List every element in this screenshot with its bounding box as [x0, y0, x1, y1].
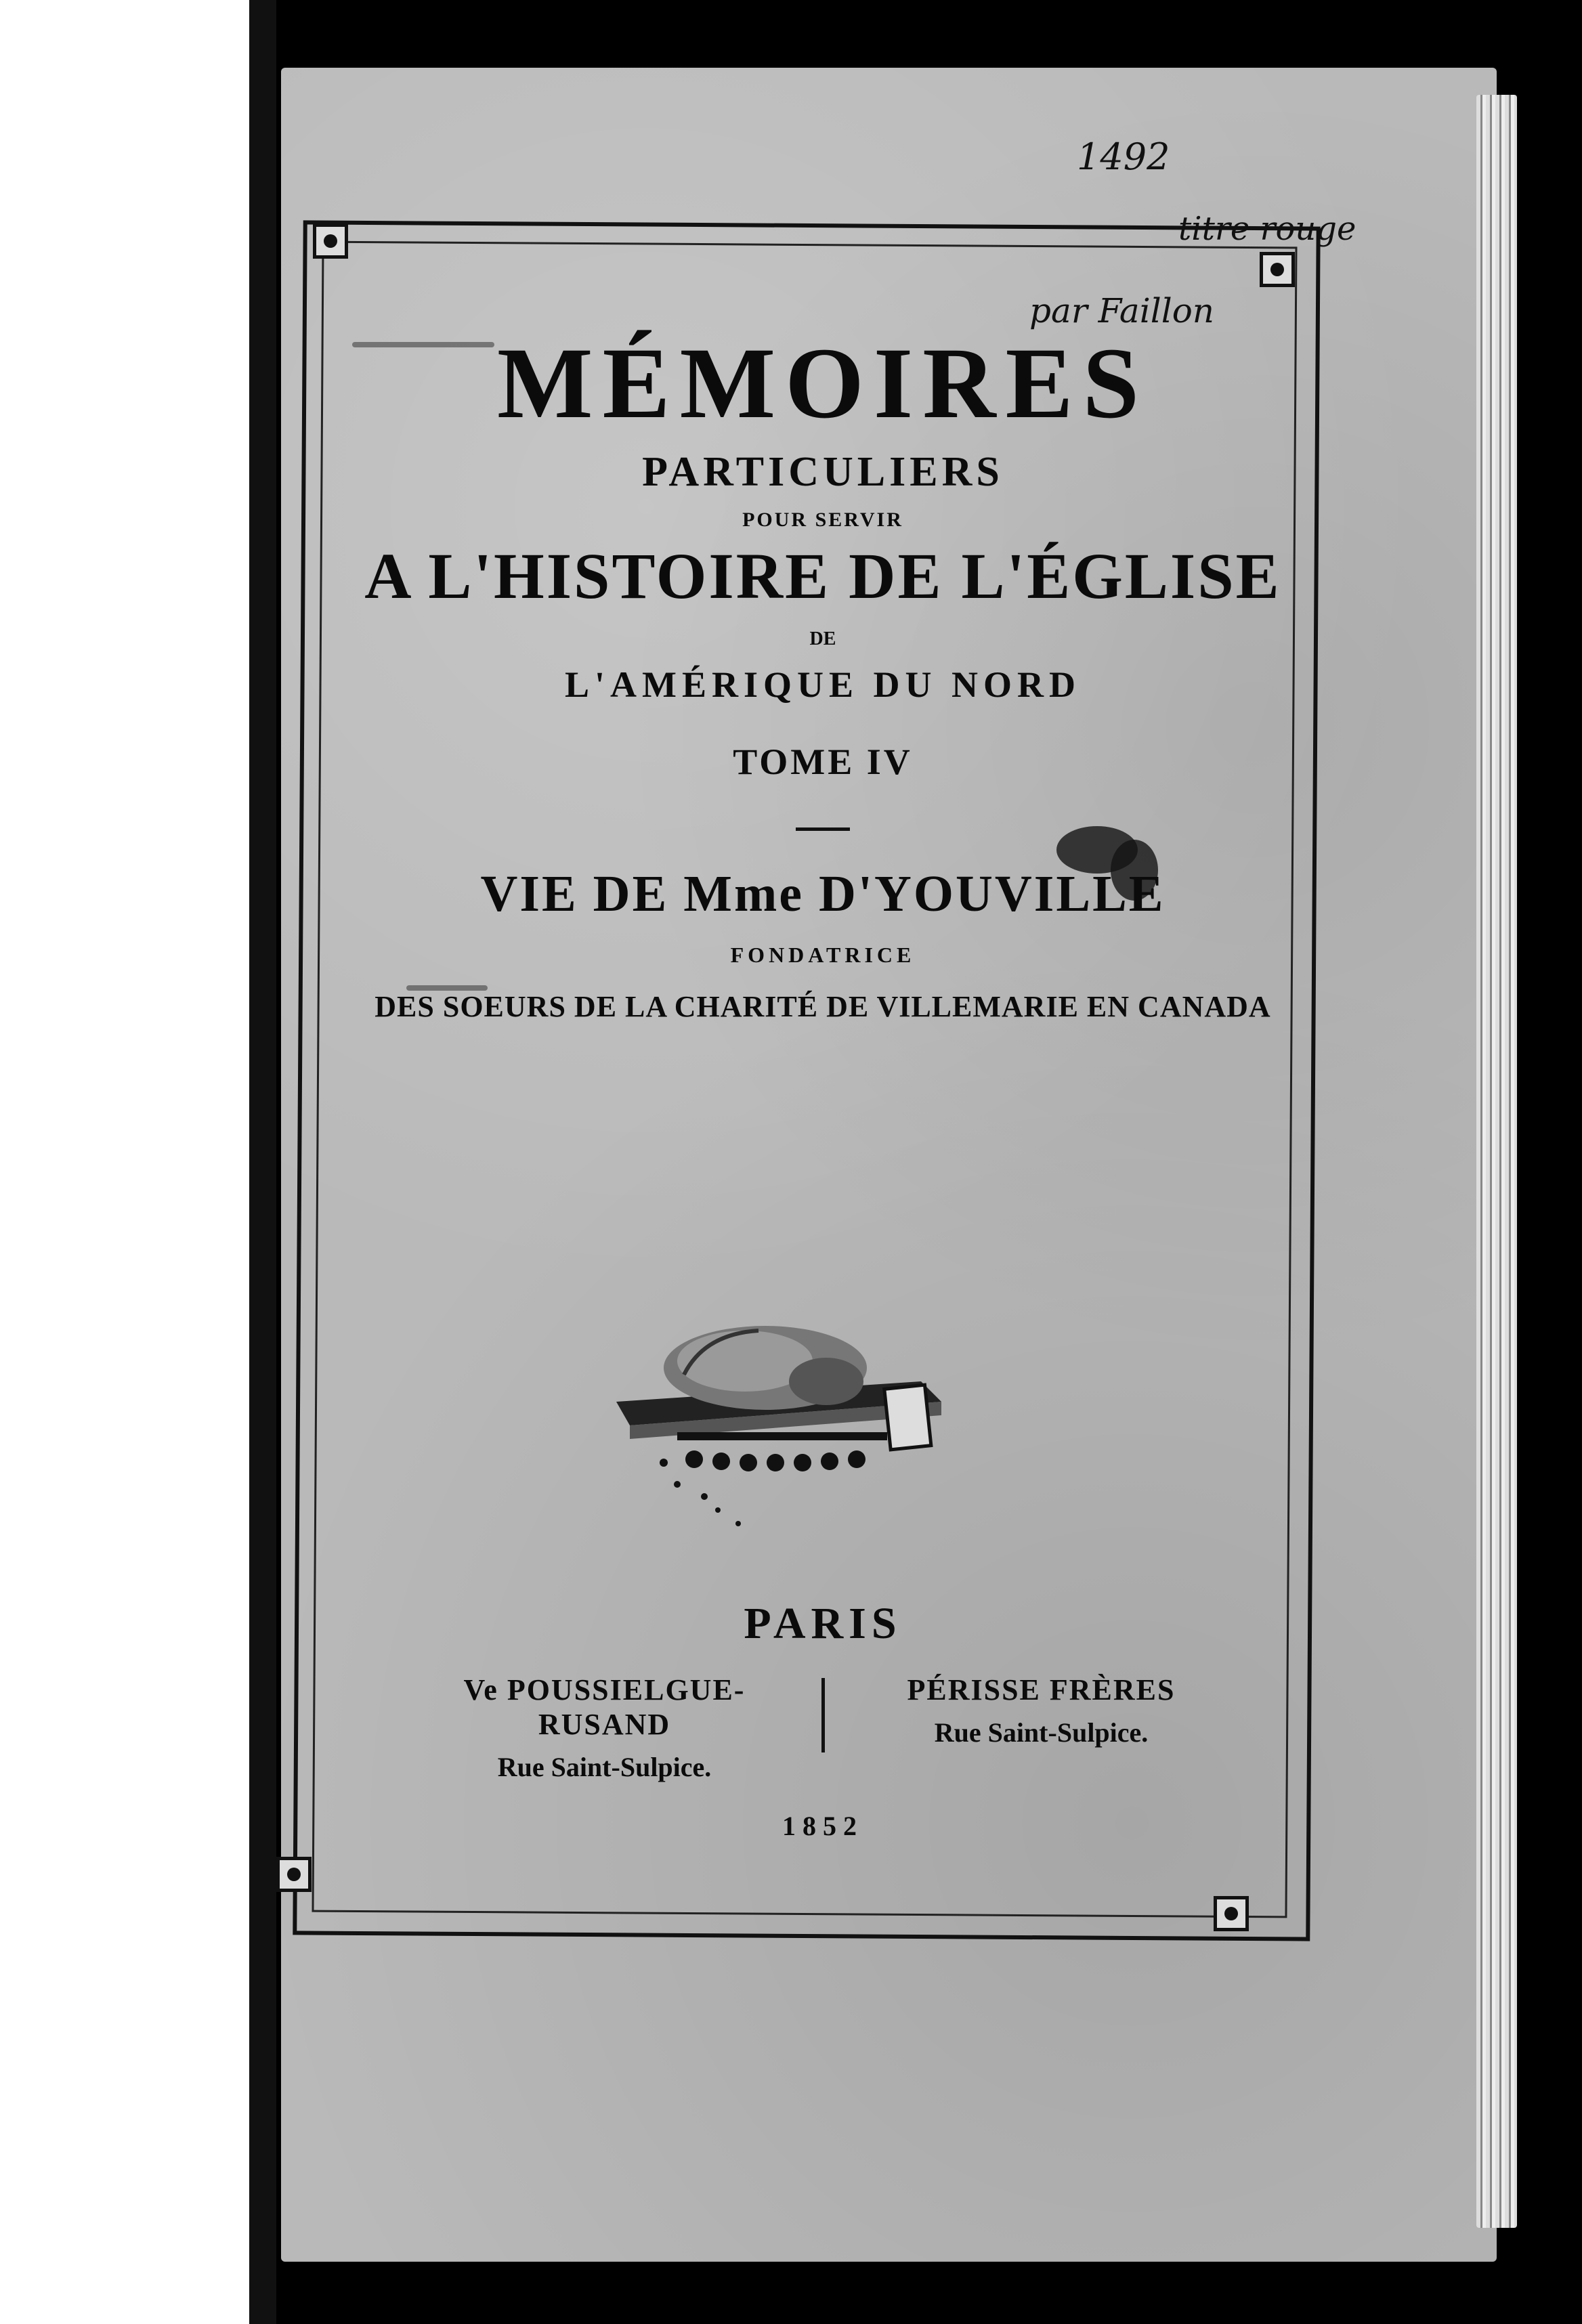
handwritten-note-number: 1492	[1077, 135, 1170, 178]
title-line-pour-servir: POUR SERVIR	[742, 509, 903, 531]
publisher-left	[415, 1673, 794, 1783]
divider-rule	[796, 827, 850, 831]
handwritten-note-author: par Faillon	[1029, 291, 1214, 330]
title-line-particuliers: PARTICULIERS	[642, 449, 1004, 495]
publisher-row	[352, 1673, 1294, 1783]
page-edges	[1476, 95, 1517, 2228]
imprint-block	[352, 1598, 1294, 1842]
title-line-histoire: A L'HISTOIRE DE L'ÉGLISE	[364, 540, 1281, 612]
publisher-right	[852, 1673, 1231, 1748]
corner-ornament-icon	[276, 1857, 312, 1892]
imprint-city: PARIS	[744, 1599, 902, 1648]
handwritten-note-title: titre rouge	[1178, 210, 1356, 248]
scan-margin-left	[0, 0, 249, 2324]
subtitle-fondatrice: FONDATRICE	[730, 943, 916, 967]
title-block	[352, 311, 1294, 1024]
title-line-de: DE	[809, 628, 836, 649]
corner-ornament-icon	[1260, 252, 1295, 287]
corner-ornament-icon	[1214, 1896, 1249, 1931]
lamb-on-book-with-seven-seals-icon	[603, 1307, 955, 1537]
title-line-amerique: L'AMÉRIQUE DU NORD	[564, 664, 1082, 705]
volume-label: TOME IV	[733, 741, 913, 782]
imprint-year: 1852	[782, 1811, 863, 1841]
subtitle-main: VIE DE Mme D'YOUVILLE	[480, 865, 1166, 922]
subtitle-order: DES SOEURS DE LA CHARITÉ DE VILLEMARIE EN CANADA	[375, 990, 1271, 1023]
corner-ornament-icon	[313, 223, 348, 259]
publisher-left-name: Ve POUSSIELGUE-RUSAND	[463, 1673, 746, 1741]
scan-border	[249, 0, 276, 2324]
publisher-left-street: Rue Saint-Sulpice.	[497, 1752, 712, 1782]
publisher-separator	[821, 1678, 825, 1752]
main-title: MÉMOIRES	[496, 327, 1149, 439]
publisher-right-name: PÉRISSE FRÈRES	[907, 1673, 1176, 1706]
publisher-right-street: Rue Saint-Sulpice.	[934, 1717, 1149, 1748]
